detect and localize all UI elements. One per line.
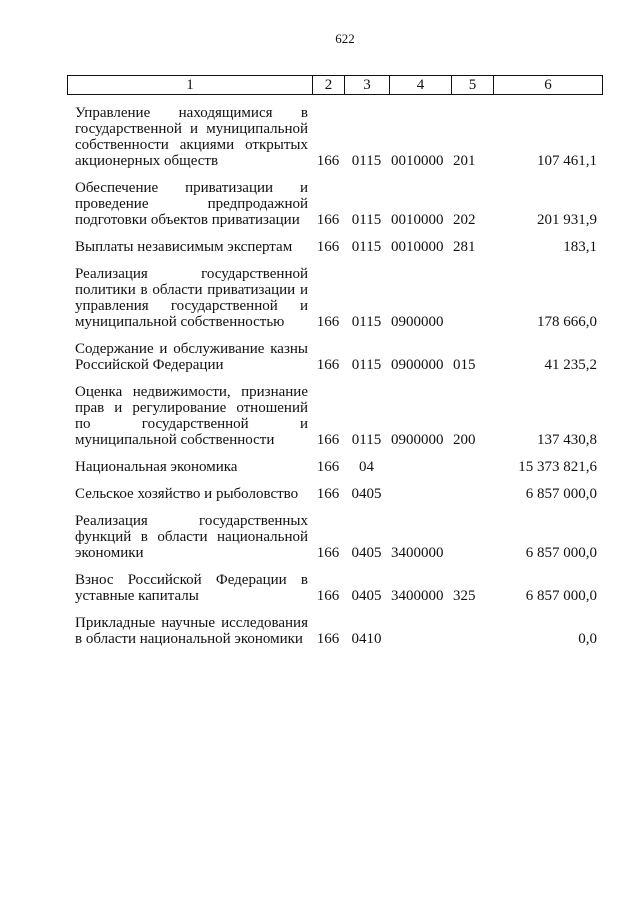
budget-rows: [67, 105, 602, 658]
row-target-article: [389, 459, 451, 486]
row-code: 166: [316, 631, 340, 647]
row-name: Национальная экономика: [75, 459, 238, 475]
row-sum: 183,1: [563, 239, 597, 255]
row-name: Содержание и обслуживание казны Российской Федерации: [75, 341, 308, 373]
row-code: 166: [316, 239, 340, 255]
row-section: 0115: [351, 432, 382, 448]
row-sum: 6 857 000,0: [525, 545, 597, 561]
row-target-article: 3400000: [391, 545, 444, 561]
table-row: [67, 239, 602, 266]
row-name: Управление находящимися в государственной и муниципальной собственности акциями открытых акционерных обществ: [75, 105, 308, 169]
column-header-1: 1: [68, 76, 313, 95]
column-number-row: [68, 76, 603, 95]
row-code: 166: [316, 212, 340, 228]
row-expense-type: 201: [453, 153, 476, 169]
table-row: [67, 486, 602, 513]
row-code: 166: [316, 459, 340, 475]
row-code: 166: [316, 486, 340, 502]
row-name: Взнос Российской Федерации в уставные капиталы: [75, 572, 308, 604]
column-header-table: [67, 75, 603, 95]
row-name: Обеспечение приватизации и проведение предпродажной подготовки объектов приватизации: [75, 180, 308, 228]
row-section: 0405: [351, 588, 382, 604]
row-section: 0115: [351, 357, 382, 373]
page-number: 622: [335, 31, 355, 46]
row-section: 0115: [351, 239, 382, 255]
row-sum: 0,0: [578, 631, 597, 647]
table-row: [67, 459, 602, 486]
row-name: Реализация государственной политики в области приватизации и управления государственной и муниципальной собственностью: [75, 266, 308, 330]
budget-table: [67, 105, 602, 658]
row-sum: 107 461,1: [537, 153, 597, 169]
row-expense-type: [451, 266, 493, 341]
column-header-4: 4: [390, 76, 452, 95]
row-target-article: 0010000: [391, 212, 444, 228]
row-sum: 41 235,2: [544, 357, 597, 373]
row-target-article: [389, 615, 451, 658]
row-sum: 6 857 000,0: [525, 486, 597, 502]
table-row: [67, 572, 602, 615]
row-section: 0405: [351, 545, 382, 561]
row-target-article: 0900000: [391, 357, 444, 373]
row-expense-type: [451, 513, 493, 572]
row-section: 0115: [351, 314, 382, 330]
row-target-article: [389, 486, 451, 513]
column-header-5: 5: [452, 76, 494, 95]
row-expense-type: [451, 459, 493, 486]
row-section: 0410: [351, 631, 382, 647]
row-expense-type: 015: [453, 357, 476, 373]
row-section: 0405: [351, 486, 382, 502]
row-sum: 15 373 821,6: [518, 459, 597, 475]
table-row: [67, 384, 602, 459]
table-row: [67, 180, 602, 239]
row-target-article: 0010000: [391, 153, 444, 169]
row-code: 166: [316, 588, 340, 604]
row-code: 166: [316, 314, 340, 330]
row-name: Прикладные научные исследования в области национальной экономики: [75, 615, 308, 647]
column-header-2: 2: [313, 76, 345, 95]
row-sum: 178 666,0: [537, 314, 597, 330]
row-expense-type: 325: [453, 588, 476, 604]
table-row: [67, 105, 602, 180]
row-expense-type: [451, 486, 493, 513]
row-expense-type: 200: [453, 432, 476, 448]
row-sum: 137 430,8: [537, 432, 597, 448]
row-target-article: 0900000: [391, 314, 444, 330]
row-target-article: 0010000: [391, 239, 444, 255]
row-target-article: 3400000: [391, 588, 444, 604]
row-name: Сельское хозяйство и рыболовство: [75, 486, 299, 502]
row-name: Оценка недвижимости, признание прав и регулирование отношений по государственной и муниципальной собственности: [75, 384, 308, 448]
column-header-3: 3: [345, 76, 390, 95]
row-section: 0115: [351, 212, 382, 228]
table-row: [67, 266, 602, 341]
row-expense-type: 202: [453, 212, 476, 228]
row-name: Реализация государственных функций в области национальной экономики: [75, 513, 308, 561]
column-header-6: 6: [494, 76, 603, 95]
row-code: 166: [316, 153, 340, 169]
row-expense-type: [451, 615, 493, 658]
row-code: 166: [316, 357, 340, 373]
row-name: Выплаты независимым экспертам: [75, 239, 293, 255]
row-code: 166: [316, 545, 340, 561]
row-section: 04: [359, 459, 374, 475]
table-row: [67, 341, 602, 384]
table-row: [67, 615, 602, 658]
table-row: [67, 513, 602, 572]
row-sum: 6 857 000,0: [525, 588, 597, 604]
row-sum: 201 931,9: [537, 212, 597, 228]
row-code: 166: [316, 432, 340, 448]
row-expense-type: 281: [453, 239, 476, 255]
row-target-article: 0900000: [391, 432, 444, 448]
row-section: 0115: [351, 153, 382, 169]
